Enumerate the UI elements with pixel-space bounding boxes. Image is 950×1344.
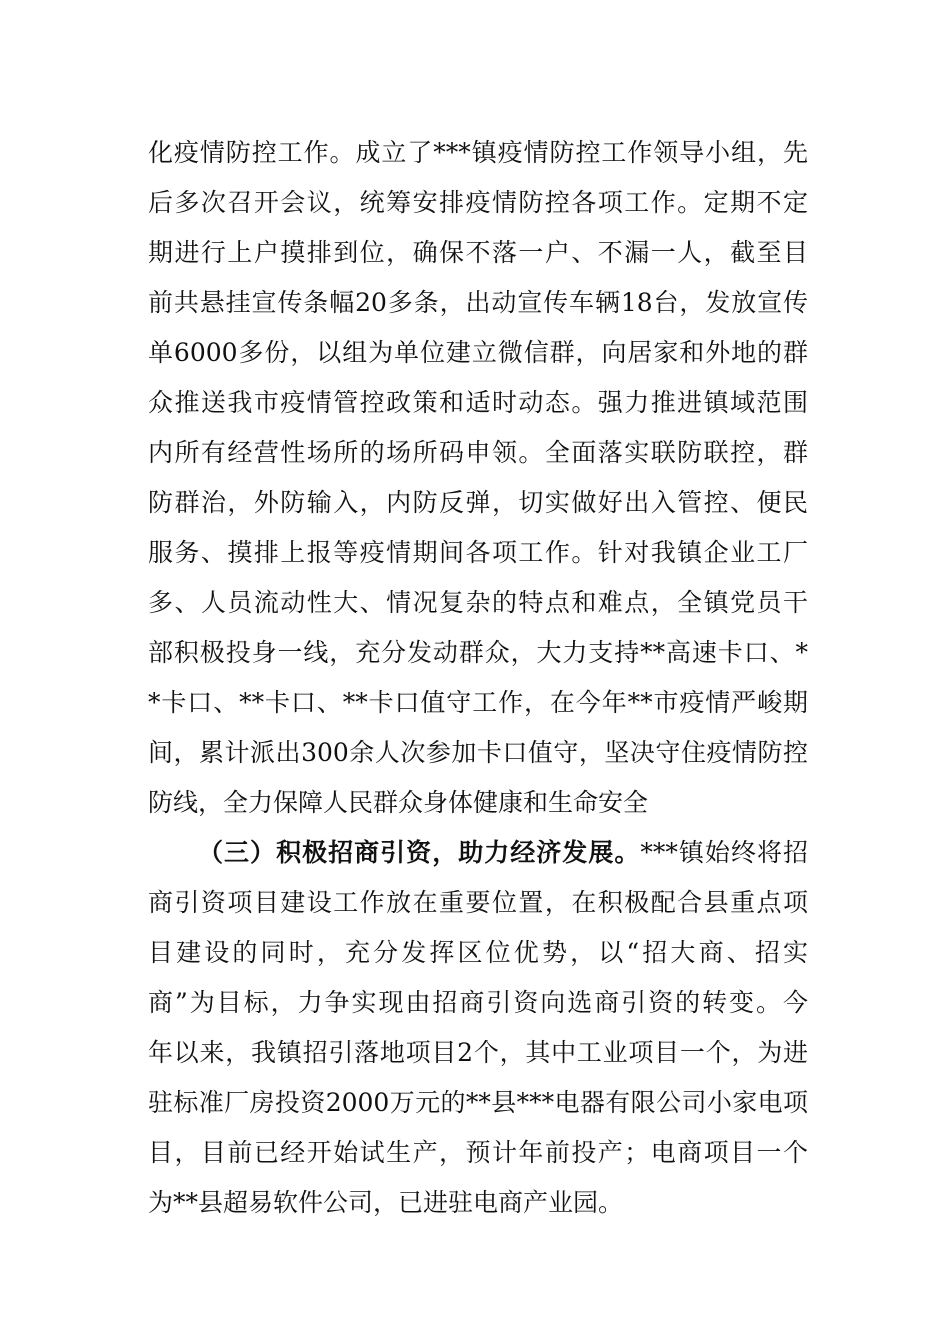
body-text-line: 多、人员流动性大、情况复杂的特点和难点，全镇党员干 [148,588,808,617]
section-text-line: 驻标准厂房投资2000万元的**县***电器有限公司小家电项 [148,1088,808,1117]
section-text-line: 年以来，我镇招引落地项目2个，其中工业项目一个，为进 [148,1038,808,1067]
body-text-line: 前共悬挂宣传条幅20多条，出动宣传车辆18台，发放宣传 [148,288,808,317]
body-text-line: 防线，全力保障人民群众身体健康和生命安全 [148,788,649,817]
body-text-line: 防群治，外防输入，内防反弹，切实做好出入管控、便民 [148,488,808,517]
section-text-line: 为**县超易软件公司，已进驻电商产业园。 [148,1188,624,1217]
body-text-line: 后多次召开会议，统筹安排疫情防控各项工作。定期不定 [148,188,808,217]
body-text-line: *卡口、**卡口、**卡口值守工作，在今年**市疫情严峻期 [148,688,808,717]
body-text-line: 众推送我市疫情管控政策和适时动态。强力推进镇域范围 [148,388,808,417]
section-text-line: 商引资项目建设工作放在重要位置，在积极配合县重点项 [148,888,808,917]
body-text-line: 单6000多份，以组为单位建立微信群，向居家和外地的群 [148,338,808,367]
section-heading: （三）积极招商引资，助力经济发展。 [198,838,641,867]
section-heading-rest: ***镇始终将招 [640,838,808,867]
body-text-line: 内所有经营性场所的场所码申领。全面落实联防联控，群 [148,438,808,467]
body-text-line: 部积极投身一线，充分发动群众，大力支持**高速卡口、* [148,638,808,667]
section-heading-line [198,828,808,878]
body-text-line: 化疫情防控工作。成立了***镇疫情防控工作领导小组，先 [148,138,808,167]
section-text-line: 目，目前已经开始试生产，预计年前投产；电商项目一个 [148,1138,808,1167]
section-text-line: 目建设的同时，充分发挥区位优势，以“招大商、招实 [148,938,808,967]
section-text-line: 商”为目标，力争实现由招商引资向选商引资的转变。今 [148,988,808,1017]
body-text-line: 服务、摸排上报等疫情期间各项工作。针对我镇企业工厂 [148,538,808,567]
body-text-line: 期进行上户摸排到位，确保不落一户、不漏一人，截至目 [148,238,808,267]
body-text-line: 间，累计派出300余人次参加卡口值守，坚决守住疫情防控 [148,738,808,767]
